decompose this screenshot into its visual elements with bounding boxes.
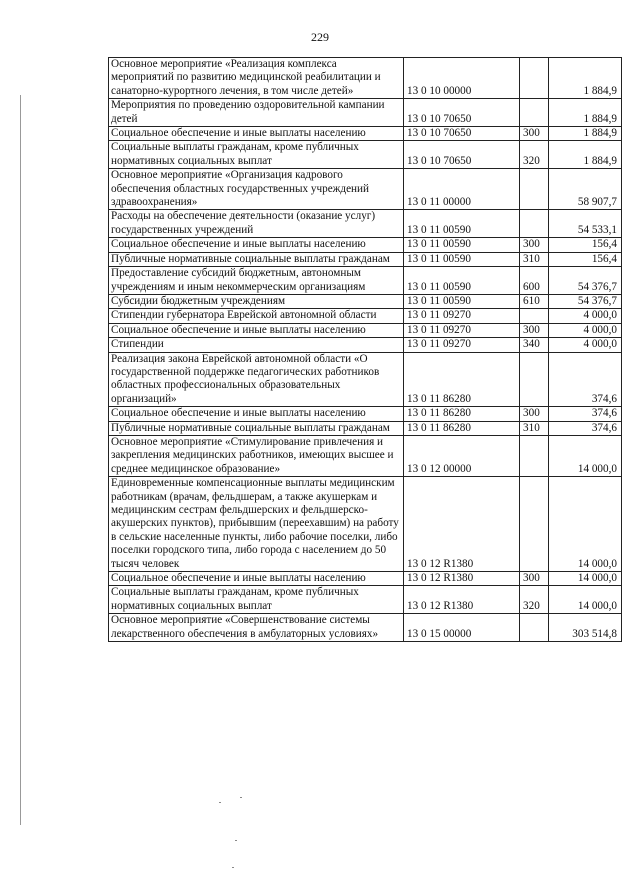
table-row [109, 309, 622, 323]
row-vr-cell: 310 [520, 421, 549, 435]
row-amount-cell: 14 000,0 [549, 435, 622, 476]
row-vr-cell: 300 [520, 572, 549, 586]
row-vr-cell [520, 614, 549, 642]
row-vr-cell [520, 99, 549, 127]
row-name-cell: Основное мероприятие «Совершенствование системы лекарственного обеспечения в амбулаторных условиях» [109, 614, 404, 642]
row-vr-cell [520, 58, 549, 99]
scan-margin-line [20, 95, 21, 825]
row-vr-cell [520, 210, 549, 238]
row-amount-cell: 374,6 [549, 352, 622, 407]
table-row [109, 252, 622, 266]
row-csr-cell: 13 0 10 70650 [404, 141, 520, 169]
row-name-cell: Социальное обеспечение и иные выплаты населению [109, 323, 404, 337]
row-vr-cell [520, 435, 549, 476]
row-csr-cell: 13 0 10 00000 [404, 58, 520, 99]
row-name-cell: Стипендии [109, 338, 404, 352]
row-csr-cell: 13 0 11 00590 [404, 267, 520, 295]
table-row [109, 169, 622, 210]
table-row [109, 586, 622, 614]
table-row [109, 58, 622, 99]
row-csr-cell: 13 0 11 00590 [404, 238, 520, 252]
row-name-cell: Расходы на обеспечение деятельности (оказание услуг) государственных учреждений [109, 210, 404, 238]
row-vr-cell [520, 169, 549, 210]
row-amount-cell: 156,4 [549, 252, 622, 266]
row-amount-cell: 374,6 [549, 407, 622, 421]
table-row [109, 294, 622, 308]
row-name-cell: Публичные нормативные социальные выплаты гражданам [109, 252, 404, 266]
row-vr-cell: 600 [520, 267, 549, 295]
table-body [109, 58, 622, 642]
row-vr-cell [520, 352, 549, 407]
row-amount-cell: 54 376,7 [549, 267, 622, 295]
scan-speck [240, 797, 242, 798]
row-amount-cell: 54 376,7 [549, 294, 622, 308]
budget-table [108, 57, 622, 642]
row-vr-cell: 300 [520, 323, 549, 337]
row-amount-cell: 14 000,0 [549, 477, 622, 572]
row-name-cell: Мероприятия по проведению оздоровительной кампании детей [109, 99, 404, 127]
row-csr-cell: 13 0 11 00000 [404, 169, 520, 210]
row-amount-cell: 156,4 [549, 238, 622, 252]
row-csr-cell: 13 0 11 00590 [404, 294, 520, 308]
row-csr-cell: 13 0 11 09270 [404, 323, 520, 337]
row-name-cell: Субсидии бюджетным учреждениям [109, 294, 404, 308]
row-name-cell: Социальное обеспечение и иные выплаты населению [109, 572, 404, 586]
row-csr-cell: 13 0 11 00590 [404, 210, 520, 238]
row-vr-cell [520, 477, 549, 572]
row-vr-cell: 310 [520, 252, 549, 266]
table-row [109, 407, 622, 421]
row-amount-cell: 1 884,9 [549, 127, 622, 141]
row-csr-cell: 13 0 12 00000 [404, 435, 520, 476]
row-vr-cell: 320 [520, 141, 549, 169]
row-name-cell: Стипендии губернатора Еврейской автономной области [109, 309, 404, 323]
row-name-cell: Публичные нормативные социальные выплаты гражданам [109, 421, 404, 435]
row-csr-cell: 13 0 12 R1380 [404, 477, 520, 572]
scan-speck [235, 840, 237, 841]
row-name-cell: Социальное обеспечение и иные выплаты населению [109, 407, 404, 421]
row-amount-cell: 374,6 [549, 421, 622, 435]
row-amount-cell: 14 000,0 [549, 572, 622, 586]
table-row [109, 238, 622, 252]
row-csr-cell: 13 0 11 86280 [404, 352, 520, 407]
row-csr-cell: 13 0 11 09270 [404, 309, 520, 323]
table-row [109, 614, 622, 642]
row-amount-cell: 58 907,7 [549, 169, 622, 210]
row-vr-cell: 610 [520, 294, 549, 308]
row-amount-cell: 303 514,8 [549, 614, 622, 642]
row-amount-cell: 1 884,9 [549, 141, 622, 169]
table-row [109, 352, 622, 407]
row-vr-cell: 300 [520, 407, 549, 421]
row-name-cell: Предоставление субсидий бюджетным, автономным учреждениям и иным некоммерческим организациям [109, 267, 404, 295]
row-name-cell: Основное мероприятие «Реализация комплекса мероприятий по развитию медицинской реабилитации и санаторно-курортного лечения, в том числе детей» [109, 58, 404, 99]
row-amount-cell: 4 000,0 [549, 338, 622, 352]
row-csr-cell: 13 0 10 70650 [404, 127, 520, 141]
row-name-cell: Социальное обеспечение и иные выплаты населению [109, 127, 404, 141]
table-row [109, 421, 622, 435]
row-csr-cell: 13 0 12 R1380 [404, 586, 520, 614]
row-amount-cell: 1 884,9 [549, 99, 622, 127]
row-vr-cell: 300 [520, 238, 549, 252]
table-row [109, 267, 622, 295]
scan-speck [219, 802, 221, 803]
row-vr-cell: 320 [520, 586, 549, 614]
row-csr-cell: 13 0 11 00590 [404, 252, 520, 266]
row-name-cell: Основное мероприятие «Организация кадрового обеспечения областных государственных учреждений здравоохранения» [109, 169, 404, 210]
row-amount-cell: 4 000,0 [549, 309, 622, 323]
row-vr-cell [520, 309, 549, 323]
table-row [109, 210, 622, 238]
row-csr-cell: 13 0 10 70650 [404, 99, 520, 127]
table-row [109, 435, 622, 476]
table-row [109, 141, 622, 169]
table-row [109, 127, 622, 141]
row-amount-cell: 1 884,9 [549, 58, 622, 99]
row-name-cell: Основное мероприятие «Стимулирование привлечения и закрепления медицинских работников, имеющих высшее и среднее медицинское образование» [109, 435, 404, 476]
row-vr-cell: 340 [520, 338, 549, 352]
row-csr-cell: 13 0 11 86280 [404, 421, 520, 435]
row-amount-cell: 54 533,1 [549, 210, 622, 238]
row-csr-cell: 13 0 11 09270 [404, 338, 520, 352]
row-csr-cell: 13 0 12 R1380 [404, 572, 520, 586]
page-number: 229 [311, 30, 329, 44]
row-name-cell: Единовременные компенсационные выплаты медицинским работникам (врачам, фельдшерам, а также акушеркам и медицинским сестрам фельдшерских и фельдшерско-акушерских пунктов), прибывшим (переехавшим) на работу в сельские населенные пункты, либо рабочие поселки, либо поселки городского типа, либо города с населением до 50 тысяч человек [109, 477, 404, 572]
table-row [109, 477, 622, 572]
row-vr-cell: 300 [520, 127, 549, 141]
table-row [109, 572, 622, 586]
table-row [109, 323, 622, 337]
row-amount-cell: 14 000,0 [549, 586, 622, 614]
row-name-cell: Реализация закона Еврейской автономной области «О государственной поддержке педагогических работников областных профессиональных образовательных организаций» [109, 352, 404, 407]
row-amount-cell: 4 000,0 [549, 323, 622, 337]
table-row [109, 338, 622, 352]
row-csr-cell: 13 0 11 86280 [404, 407, 520, 421]
row-name-cell: Социальное обеспечение и иные выплаты населению [109, 238, 404, 252]
table-row [109, 99, 622, 127]
row-csr-cell: 13 0 15 00000 [404, 614, 520, 642]
scan-speck [232, 867, 234, 868]
row-name-cell: Социальные выплаты гражданам, кроме публичных нормативных социальных выплат [109, 141, 404, 169]
row-name-cell: Социальные выплаты гражданам, кроме публичных нормативных социальных выплат [109, 586, 404, 614]
